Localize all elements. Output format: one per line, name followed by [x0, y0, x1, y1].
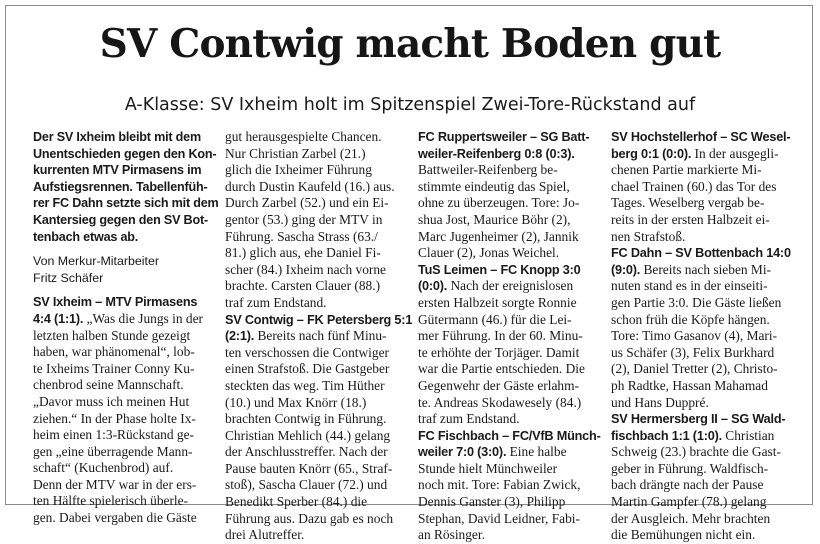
- match-result: 4:4 (1:1).: [33, 311, 84, 326]
- body-text-line: nen Strafstoß.: [611, 228, 686, 244]
- body-text-line: te. Andreas Skodawesely (84.): [418, 394, 582, 410]
- body-text-line: chael Trainen (60.) das Tor des: [611, 178, 777, 194]
- body-text-line: drei Alutreffer.: [225, 527, 305, 543]
- body-text-line: gen „eine überragende Mann-: [33, 443, 193, 459]
- body-text-line: nuten stand es in der einseiti-: [611, 278, 768, 294]
- body-text-line: Tore: Timo Gasanov (4), Mari-: [611, 328, 778, 344]
- body-text-line: 81.) glich aus, ehe Daniel Fi-: [225, 245, 381, 261]
- body-text-line: schaft“ (Kuchenbrod) auf.: [33, 460, 174, 476]
- body-text-line: Durch Zarbel (52.) und ein Ei-: [225, 195, 389, 211]
- body-text-line: Denn der MTV war in der ers-: [33, 476, 197, 492]
- lead-paragraph-line: Unentschieden gegen den Kon-: [33, 146, 217, 161]
- match-heading: FC Ruppertsweiler – SG Batt-: [418, 130, 590, 144]
- body-text-line: ohne zu überzeugen. Tore: Jo-: [418, 195, 580, 211]
- body-text-line: geber in Führung. Waldfisch-: [611, 460, 769, 476]
- match-result: weiler 7:0 (3:0).: [418, 445, 507, 460]
- body-text-line: die Bemühungen nicht ein.: [611, 527, 756, 543]
- body-text-line: ph Radtke, Hassan Mahamad: [611, 377, 768, 393]
- body-text-line: Marc Jugenheimer (2), Jannik: [418, 228, 579, 244]
- lead-paragraph-line: Kantersieg gegen den SV Bot-: [33, 212, 208, 227]
- body-text-line: letzten halben Stunde gezeigt: [33, 327, 191, 343]
- byline: Fritz Schäfer: [33, 270, 104, 285]
- body-text-line: Christian Mehlich (44.) gelang: [225, 427, 391, 443]
- match-result: (9:0).: [611, 262, 641, 277]
- lead-paragraph-line: Aufstiegsrennen. Tabellenfüh-: [33, 179, 208, 194]
- body-text-line: us Schäfer (3), Felix Burkhard: [611, 344, 775, 360]
- lead-paragraph-line: kurrenten MTV Pirmasens im: [33, 163, 202, 178]
- body-text-line: Stunde hielt Münchweiler: [418, 460, 558, 476]
- match-result: (2:1).: [225, 329, 255, 344]
- match-heading-line: [418, 146, 602, 163]
- match-heading-line: [418, 444, 602, 461]
- match-heading: SV Contwig – FK Petersberg 5:1: [225, 312, 413, 327]
- subheadline: A-Klasse: SV Ixheim holt im Spitzenspiel Zwei-Tore-Rückstand auf: [124, 95, 696, 115]
- match-heading: SV Hochstellerhof – SC Wesel-: [611, 130, 791, 144]
- body-text-line: scher (84.) Ixheim nach vorne: [225, 261, 386, 277]
- match-heading-line: [33, 311, 217, 328]
- match-heading-line: [611, 428, 795, 445]
- body-text-line: und Hans Duppré.: [611, 394, 709, 410]
- body-text: Bereits nach fünf Minu-: [254, 328, 387, 344]
- body-text: Nach der ereignislosen: [447, 278, 574, 294]
- body-text-line: gentor (53.) ging der MTV in: [225, 211, 383, 227]
- body-text-line: Martin Gampfer (78.) gelang: [611, 494, 767, 510]
- body-text-line: mer Führung. In der 60. Minu-: [418, 328, 583, 344]
- body-text: „Was die Jungs in der: [83, 310, 203, 326]
- body-text-line: traf zum Endstand.: [418, 411, 520, 427]
- body-text-line: steckten das weg. Tim Hüther: [225, 377, 385, 393]
- match-heading-line: [225, 328, 409, 345]
- body-text-line: heim einen 1:3-Rückstand ge-: [33, 427, 195, 443]
- body-text-line: shua Jost, Maurice Böhr (2),: [418, 211, 571, 227]
- article-column-4: [611, 129, 795, 544]
- body-text: Eine halbe: [506, 444, 567, 460]
- headline: SV Contwig macht Boden gut: [99, 21, 721, 67]
- body-text-line: Dennis Ganster (3), Philipp: [418, 494, 566, 510]
- match-heading-line: [611, 262, 795, 279]
- match-heading: SV Ixheim – MTV Pirmasens: [33, 295, 198, 310]
- match-heading-line: [418, 278, 602, 295]
- body-text-line: einen Strafstoß. Die Gastgeber: [225, 361, 390, 377]
- body-text-line: traf zum Endstand.: [225, 294, 327, 310]
- match-heading-line: [611, 146, 795, 163]
- lead-paragraph-line: Der SV Ixheim bleibt mit dem: [33, 130, 201, 144]
- match-heading: FC Dahn – SV Bottenbach 14:0: [611, 246, 791, 261]
- body-text-line: Pause bauten Knörr (65., Straf-: [225, 460, 393, 476]
- body-text-line: glich die Ixheimer Führung: [225, 162, 372, 178]
- body-text-line: der Anschlusstreffer. Nach der: [225, 444, 388, 460]
- lead-paragraph-line: rer FC Dahn setzte sich mit dem: [33, 196, 219, 211]
- match-heading: FC Fischbach – FC/VfB Münch-: [418, 428, 601, 443]
- paragraph-gap: [33, 245, 217, 253]
- body-text-line: „Davor muss ich meinen Hut: [33, 393, 190, 409]
- body-text-line: chenbrod seine Mannschaft.: [33, 377, 184, 393]
- body-text-line: der Ausgleich. Mehr brachten: [611, 510, 771, 526]
- body-text-line: stoß), Sascha Clauer (72.) und: [225, 477, 388, 493]
- body-text-line: gen Partie 3:0. Die Gäste ließen: [611, 294, 782, 310]
- body-text-line: te Ixheims Trainer Conny Ku-: [33, 360, 195, 376]
- body-text-line: Gütermann (46.) für die Lei-: [418, 311, 572, 327]
- body-text-line: Tages. Weselberg vergab be-: [611, 195, 765, 211]
- body-text-line: Gegenwehr der Gäste erlahm-: [418, 377, 579, 393]
- match-result: berg 0:1 (0:0).: [611, 146, 692, 161]
- body-text-line: (10.) und Max Knörr (18.): [225, 394, 367, 410]
- match-result: weiler-Reifenberg 0:8 (0:3).: [418, 146, 575, 161]
- body-text-line: Stephan, David Leidner, Fabi-: [418, 510, 580, 526]
- match-result: fischbach 1:1 (1:0).: [611, 428, 722, 443]
- body-text: In der ausgegli-: [691, 145, 779, 161]
- body-text-line: Führung aus. Dazu gab es noch: [225, 510, 394, 526]
- match-result: (0:0).: [418, 279, 448, 294]
- body-text-line: stimmte eindeutig das Spiel,: [418, 178, 570, 194]
- body-text-line: gen. Dabei vergaben die Gäste: [33, 510, 197, 526]
- paragraph-gap: [33, 286, 217, 294]
- body-text-line: Benedikt Sperber (84.) die: [225, 494, 368, 510]
- body-text-line: (2), Daniel Tretter (2), Christo-: [611, 361, 778, 377]
- lead-paragraph-line: tenbach etwas ab.: [33, 229, 139, 244]
- body-text-line: chenen Partie markierte Mi-: [611, 162, 762, 178]
- body-text-line: bach drängte nach der Pause: [611, 477, 764, 493]
- body-text-line: schon früh die Köpfe hängen.: [611, 311, 770, 327]
- article-column-1: [33, 129, 217, 527]
- body-text-line: haben, war phänomenal“, lob-: [33, 344, 195, 360]
- article-column-2: [225, 129, 413, 544]
- body-text-line: noch mit. Tore: Fabian Zwick,: [418, 477, 581, 493]
- body-text-line: brachte. Carsten Clauer (88.): [225, 278, 381, 294]
- byline: Von Merkur-Mitarbeiter: [33, 254, 160, 269]
- body-text-line: ten verschossen die Contwiger: [225, 344, 389, 360]
- body-text-line: gut herausgespielte Chancen.: [225, 129, 382, 144]
- body-text-line: ziehen.“ In der Phase holte Ix-: [33, 410, 196, 426]
- body-text-line: war die Partie entschieden. Die: [418, 361, 585, 377]
- body-text-line: Battweiler-Reifenberg be-: [418, 162, 558, 178]
- body-text-line: Schweig (23.) brachte die Gast-: [611, 444, 781, 460]
- match-heading: SV Hermersberg II – SG Wald-: [611, 412, 786, 427]
- body-text-line: ten Hälfte spielerisch überle-: [33, 493, 189, 509]
- article-column-3: [418, 129, 602, 544]
- body-text: Christian: [721, 427, 775, 443]
- body-text-line: Nur Christian Zarbel (21.): [225, 145, 366, 161]
- body-text-line: an Rösinger.: [418, 527, 485, 543]
- body-text: Bereits nach sieben Mi-: [640, 261, 772, 277]
- body-text-line: durch Dustin Kaufeld (16.) aus.: [225, 178, 395, 194]
- body-text-line: reits in der ersten Halbzeit ei-: [611, 211, 770, 227]
- body-text-line: te erhöhte der Torjäger. Damit: [418, 344, 580, 360]
- body-text-line: Führung. Sascha Strass (63./: [225, 228, 378, 244]
- body-text-line: ersten Halbzeit sorgte Ronnie: [418, 294, 577, 310]
- match-heading: TuS Leimen – FC Knopp 3:0: [418, 262, 581, 277]
- body-text-line: brachten Contwig in Führung.: [225, 411, 387, 427]
- body-text-line: Clauer (2), Jonas Weichel.: [418, 245, 560, 261]
